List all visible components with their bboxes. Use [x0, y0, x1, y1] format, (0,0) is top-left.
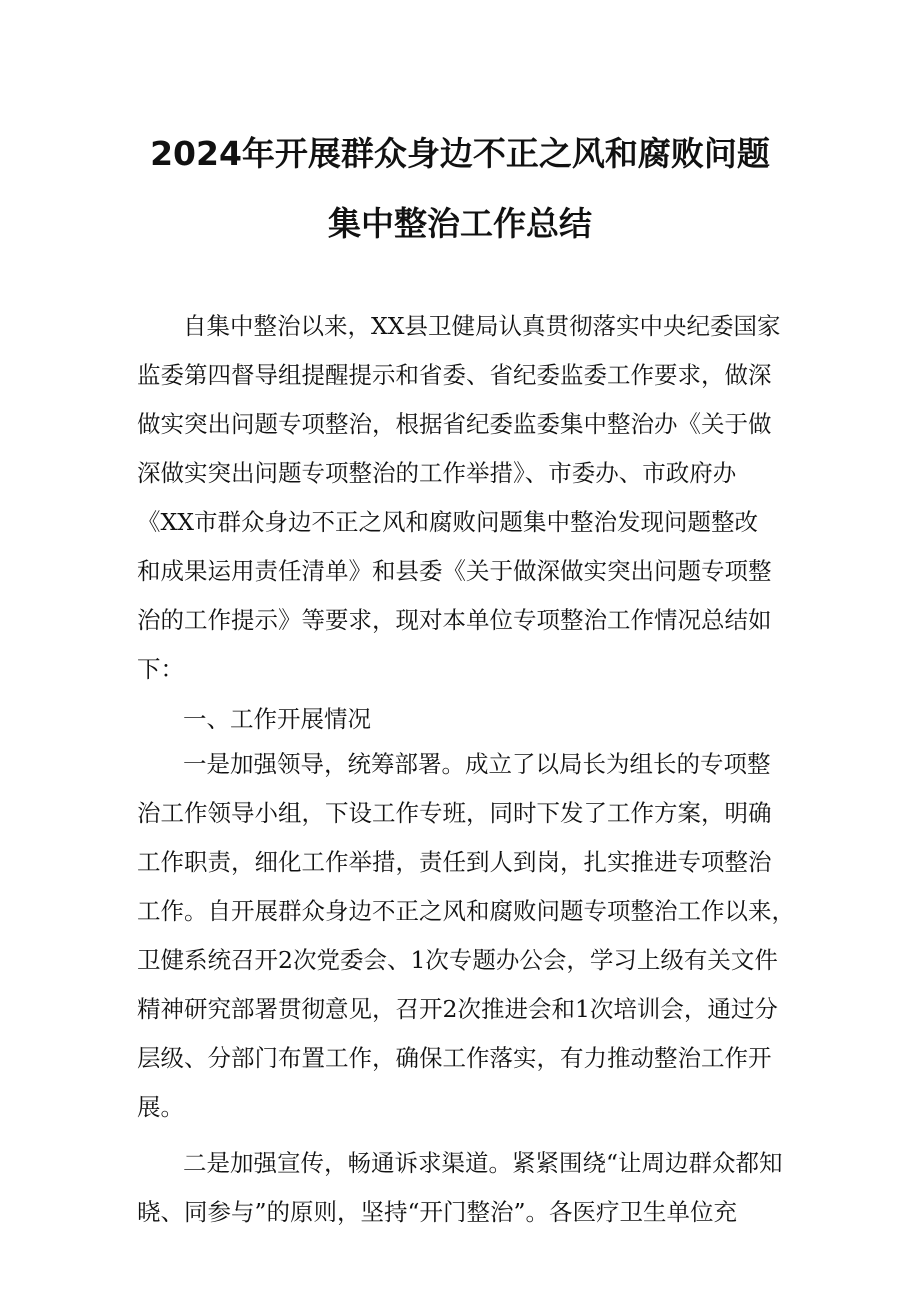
paragraph-2-line-2: 治工作领导小组，下设工作专班，同时下发了工作方案，明确	[137, 799, 772, 827]
paragraph-2-line-4: 工作。自开展群众身边不正之风和腐败问题专项整治工作以来，	[137, 897, 795, 925]
paragraph-3-line-2: 晓、同参与”的原则，坚持“开门整治”。各医疗卫生单位充	[137, 1198, 738, 1226]
paragraph-1-line-5: 《XX市群众身边不正之风和腐败问题集中整治发现问题整改	[137, 508, 758, 536]
paragraph-2-line-3: 工作职责，细化工作举措，责任到人到岗，扎实推进专项整治	[137, 848, 772, 876]
section-heading-1: 一、工作开展情况	[183, 705, 371, 733]
paragraph-3-line-1: 二是加强宣传，畅通诉求渠道。紧紧围绕“让周边群众都知	[183, 1149, 783, 1177]
paragraph-2-line-1: 一是加强领导，统筹部署。成立了以局长为组长的专项整	[183, 750, 771, 778]
paragraph-2-line-6: 精神研究部署贯彻意见，召开2次推进会和1次培训会，通过分	[137, 995, 778, 1023]
paragraph-2-line-5: 卫健系统召开2次党委会、1次专题办公会，学习上级有关文件	[137, 946, 778, 974]
paragraph-2-line-7: 层级、分部门布置工作，确保工作落实，有力推动整治工作开	[137, 1044, 772, 1072]
paragraph-1-line-2: 监委第四督导组提醒提示和省委、省纪委监委工作要求，做深	[137, 361, 772, 389]
paragraph-1-line-6: 和成果运用责任清单》和县委《关于做深做实突出问题专项整	[137, 557, 772, 585]
paragraph-1-line-1: 自集中整治以来，XX县卫健局认真贯彻落实中央纪委国家	[183, 312, 781, 340]
document-title-line-2: 集中整治工作总结	[328, 204, 592, 243]
paragraph-1-line-7: 治的工作提示》等要求，现对本单位专项整治工作情况总结如	[137, 606, 772, 634]
paragraph-2-line-8: 展。	[137, 1093, 184, 1121]
paragraph-1-line-4: 深做实突出问题专项整治的工作举措》、市委办、市政府办	[137, 459, 737, 487]
paragraph-1-line-8: 下：	[137, 655, 184, 683]
paragraph-1-line-3: 做实突出问题专项整治，根据省纪委监委集中整治办《关于做	[137, 410, 772, 438]
document-title-line-1: 2024年开展群众身边不正之风和腐败问题	[150, 134, 770, 173]
